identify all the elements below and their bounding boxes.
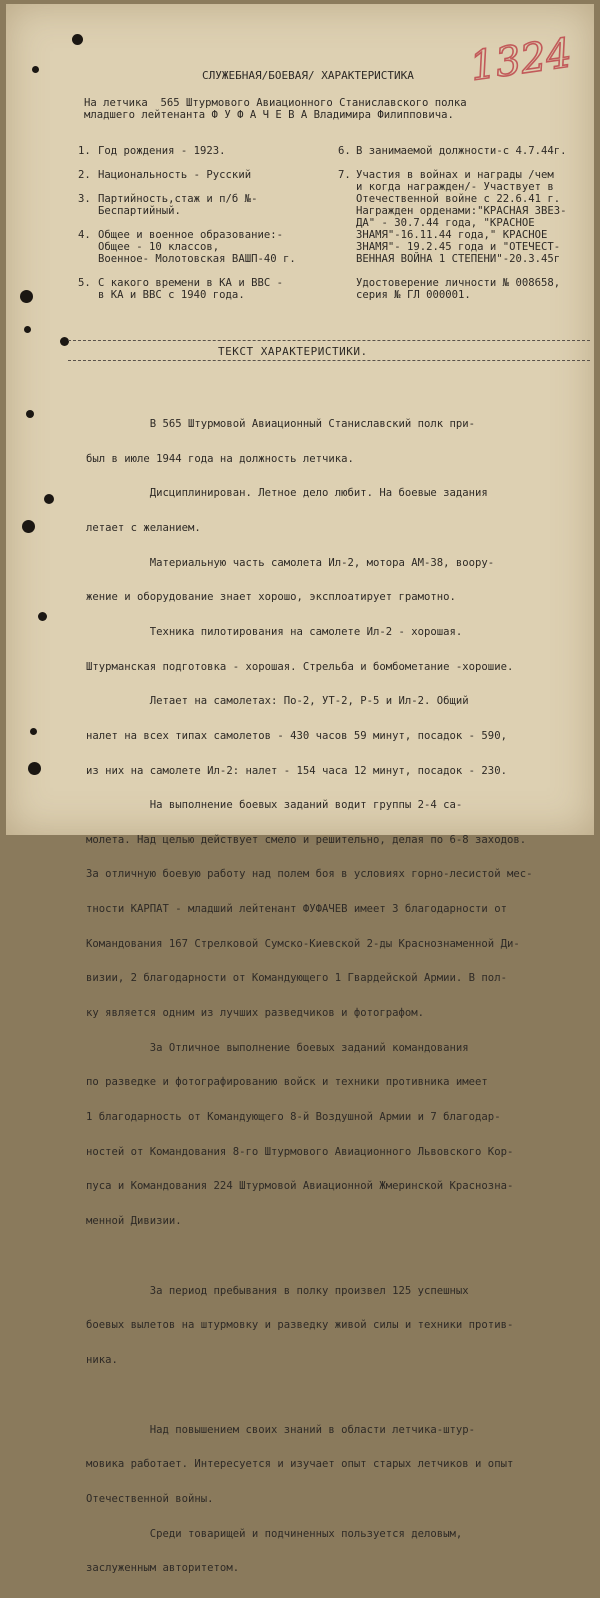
section-heading: ТЕКСТ ХАРАКТЕРИСТИКИ. <box>218 345 368 358</box>
body-line: тности КАРПАТ - младший лейтенант ФУФАЧЕВ имеет 3 благодарности от <box>86 903 507 916</box>
item-number: 1. <box>78 145 91 157</box>
body-line: боевых вылетов на штурмовку и разведку живой силы и техники против- <box>86 1319 514 1332</box>
body-line: За Отличное выполнение боевых заданий командования <box>86 1041 469 1054</box>
body-line: визии, 2 благодарности от Командующего 1 Гвардейской Армии. В пол- <box>86 972 507 985</box>
body-line: Дисциплинирован. Летное дело любит. На боевые задания <box>86 487 488 500</box>
addressee-line-2: младшего лейтенанта Ф У Ф А Ч Е В А Владимира Филипповича. <box>84 109 454 121</box>
binder-hole <box>22 520 35 533</box>
body-line: Техника пилотирования на самолете Ил-2 - хорошая. <box>86 625 463 638</box>
addressee-line-1: На летчика 565 Штурмового Авиационного Станиславского полка <box>84 97 467 109</box>
body-line: Над повышением своих знаний в области летчика-штур- <box>86 1423 476 1436</box>
body-line: из них на самолете Ил-2: налет - 154 часа 12 минут, посадок - 230. <box>86 764 507 777</box>
body-line: мовика работает. Интересуется и изучает опыт старых летчиков и опыт <box>86 1458 514 1471</box>
body-line: Командования 167 Стрелковой Сумско-Киевской 2-ды Краснознаменной Ди- <box>86 937 520 950</box>
binder-hole <box>44 494 54 504</box>
item-text: ВЕННАЯ ВОЙНА 1 СТЕПЕНИ"-20.3.45г <box>356 253 561 265</box>
binder-hole <box>30 728 37 735</box>
item-text: и когда награжден/- Участвует в <box>356 181 554 193</box>
body-line: менной Дивизии. <box>86 1214 182 1227</box>
body-line: ника. <box>86 1353 118 1366</box>
item-text: Беспартийный. <box>98 205 181 217</box>
binder-hole <box>32 66 39 73</box>
item-text: Отечественной войне с 22.6.41 г. <box>356 193 561 205</box>
item-text: С какого времени в КА и ВВС - <box>98 277 283 289</box>
item-text: в КА и ВВС с 1940 года. <box>98 289 245 301</box>
item-text: Удостоверение личности № 008658, <box>356 277 561 289</box>
body-line: Материальную часть самолета Ил-2, мотора АМ-38, воору- <box>86 556 495 569</box>
body-line: Летает на самолетах: По-2, УТ-2, Р-5 и Ил-2. Общий <box>86 695 469 708</box>
binder-hole <box>26 410 34 418</box>
body-line: ку является одним из лучших разведчиков и фотографом. <box>86 1006 425 1019</box>
body-line: молета. Над целью действует смело и решительно, делая по 6-8 заходов. <box>86 833 527 846</box>
item-text: серия № ГЛ 000001. <box>356 289 471 301</box>
binder-hole <box>28 762 41 775</box>
body-line: жение и оборудование знает хорошо, эксплоатирует грамотно. <box>86 591 456 604</box>
dashed-divider <box>68 360 590 361</box>
item-number: 6. <box>338 145 351 157</box>
item-text: ДА" - 30.7.44 года, "КРАСНОЕ <box>356 217 535 229</box>
body-line: Штурманская подготовка - хорошая. Стрельба и бомбометание -хорошие. <box>86 660 514 673</box>
binder-hole <box>20 290 33 303</box>
body-line: В 565 Штурмовой Авиационный Станиславский полк при- <box>86 418 476 431</box>
dashed-divider <box>68 340 590 341</box>
body-line: За период пребывания в полку произвел 125 успешных <box>86 1284 469 1297</box>
binder-hole <box>24 326 31 333</box>
body-line: по разведке и фотографированию войск и техники противника имеет <box>86 1076 488 1089</box>
body-line: За отличную боевую работу над полем боя в условиях горно-лесистой мес- <box>86 868 533 881</box>
body-line: летает с желанием. <box>86 522 201 535</box>
item-text: Военное- Молотовская ВАШП-40 г. <box>98 253 296 265</box>
item-text: Участия в войнах и награды /чем <box>356 169 554 181</box>
item-number: 4. <box>78 229 91 241</box>
binder-hole <box>72 34 83 45</box>
item-text: Партийность,стаж и п/б №- <box>98 193 258 205</box>
item-text: В занимаемой должности-с 4.7.44г. <box>356 145 567 157</box>
body-line: Среди товарищей и подчиненных пользуется деловым, <box>86 1527 463 1540</box>
binder-hole <box>60 337 69 346</box>
paragraph-gap <box>86 1389 532 1401</box>
item-number: 7. <box>338 169 351 181</box>
item-text: Общее и военное образование:- <box>98 229 283 241</box>
paragraph-gap <box>86 1250 532 1262</box>
body-line: заслуженным авторитетом. <box>86 1562 240 1575</box>
body-line: 1 благодарность от Командующего 8-й Воздушной Армии и 7 благодар- <box>86 1110 501 1123</box>
item-text: ЗНАМЯ"- 19.2.45 года и "ОТЕЧЕСТ- <box>356 241 561 253</box>
body-line: был в июле 1944 года на должность летчика. <box>86 452 354 465</box>
binder-hole <box>38 612 47 621</box>
body-line: Отечественной войны. <box>86 1492 214 1505</box>
item-text: Год рождения - 1923. <box>98 145 226 157</box>
characteristic-body <box>86 396 532 1598</box>
document-title: СЛУЖЕБНАЯ/БОЕВАЯ/ ХАРАКТЕРИСТИКА <box>202 69 414 82</box>
svg-text:1324: 1324 <box>467 30 575 91</box>
item-text: Награжден орденами:"КРАСНАЯ ЗВЕЗ- <box>356 205 567 217</box>
body-line: На выполнение боевых заданий водит группы 2-4 са- <box>86 799 463 812</box>
item-text: Национальность - Русский <box>98 169 252 181</box>
item-number: 2. <box>78 169 91 181</box>
handwritten-number-mark <box>466 30 575 92</box>
item-number: 3. <box>78 193 91 205</box>
document-page <box>6 4 594 1575</box>
body-line: ностей от Командования 8-го Штурмового Авиационного Львовского Кор- <box>86 1145 514 1158</box>
item-number: 5. <box>78 277 91 289</box>
item-text: Общее - 10 классов, <box>98 241 220 253</box>
body-line: налет на всех типах самолетов - 430 часов 59 минут, посадок - 590, <box>86 729 507 742</box>
body-line: пуса и Командования 224 Штурмовой Авиационной Жмеринской Краснозна- <box>86 1180 514 1193</box>
item-text: ЗНАМЯ"-16.11.44 года," КРАСНОЕ <box>356 229 548 241</box>
